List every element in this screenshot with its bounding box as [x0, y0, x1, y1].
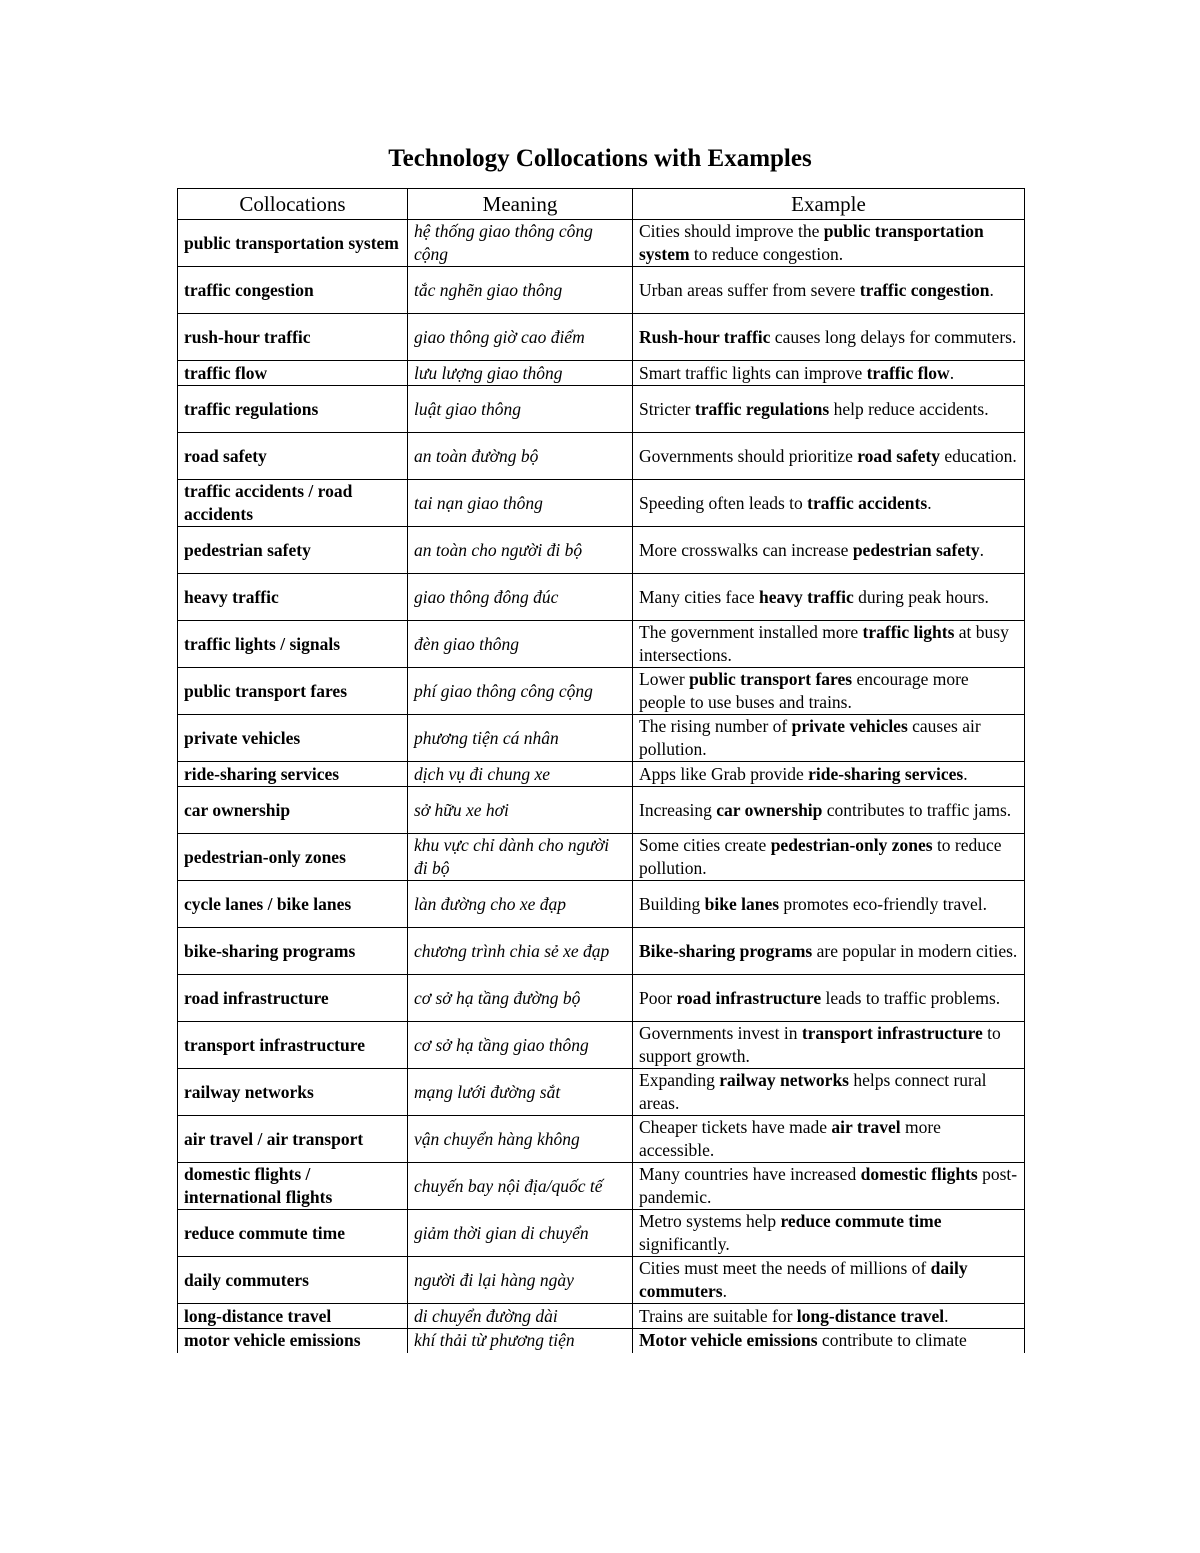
example-cell: [633, 267, 1025, 314]
meaning-cell: tắc nghẽn giao thông: [408, 267, 633, 314]
example-highlight: pedestrian safety: [852, 539, 980, 560]
table-row: [178, 621, 1025, 668]
example-text: Cities must meet the needs of millions of: [639, 1258, 931, 1278]
meaning-cell: mạng lưới đường sắt: [408, 1069, 633, 1116]
example-highlight: traffic regulations: [694, 398, 830, 419]
table-row: [178, 1069, 1025, 1116]
example-text: .: [722, 1281, 727, 1301]
collocation-cell: road infrastructure: [178, 975, 408, 1022]
example-text: to reduce pollution.: [639, 835, 1002, 878]
example-highlight: Rush-hour traffic: [639, 326, 771, 347]
example-text: are popular in modern cities.: [812, 940, 1018, 961]
table-row: [178, 433, 1025, 480]
table-row: [178, 975, 1025, 1022]
meaning-cell: vận chuyển hàng không: [408, 1116, 633, 1163]
example-text: Smart traffic lights can improve: [639, 362, 867, 383]
example-text: .: [927, 492, 932, 513]
example-text: Cities should improve the: [639, 221, 824, 241]
table-row: [178, 361, 1025, 386]
meaning-cell: phương tiện cá nhân: [408, 715, 633, 762]
example-cell: [633, 975, 1025, 1022]
header-collocations: Collocations: [178, 189, 408, 220]
example-text: Trains are suitable for: [639, 1305, 797, 1326]
collocation-cell: traffic congestion: [178, 267, 408, 314]
table-body: [178, 220, 1025, 1354]
example-cell: [633, 220, 1025, 267]
table-row: [178, 1304, 1025, 1329]
collocation-cell: road safety: [178, 433, 408, 480]
example-cell: [633, 1210, 1025, 1257]
table-row: [178, 1022, 1025, 1069]
collocation-cell: public transport fares: [178, 668, 408, 715]
meaning-cell: khu vực chỉ dành cho người đi bộ: [408, 834, 633, 881]
collocation-cell: pedestrian-only zones: [178, 834, 408, 881]
meaning-cell: cơ sở hạ tầng giao thông: [408, 1022, 633, 1069]
example-text: Increasing: [639, 799, 717, 820]
table-row: [178, 715, 1025, 762]
collocation-cell: heavy traffic: [178, 574, 408, 621]
example-text: Lower: [639, 669, 690, 689]
example-highlight: reduce commute time: [780, 1211, 942, 1231]
page-title: Technology Collocations with Examples: [388, 145, 812, 172]
example-text: Speeding often leads to: [639, 492, 808, 513]
example-text: causes air pollution.: [639, 716, 981, 759]
example-highlight: long-distance travel: [796, 1305, 945, 1326]
collocations-table: [177, 188, 1025, 1353]
collocation-cell: domestic flights / international flights: [178, 1163, 408, 1210]
collocation-cell: motor vehicle emissions: [178, 1329, 408, 1354]
table-row: [178, 1210, 1025, 1257]
example-highlight: heavy traffic: [759, 586, 854, 607]
table-row: [178, 1163, 1025, 1210]
example-highlight: traffic accidents: [807, 492, 928, 513]
example-text: Many cities face: [639, 586, 760, 607]
table-row: [178, 881, 1025, 928]
example-cell: [633, 881, 1025, 928]
meaning-cell: cơ sở hạ tầng đường bộ: [408, 975, 633, 1022]
example-text: .: [949, 362, 955, 383]
example-text: during peak hours.: [853, 586, 989, 607]
meaning-cell: lưu lượng giao thông: [408, 361, 633, 386]
collocation-cell: transport infrastructure: [178, 1022, 408, 1069]
collocation-cell: bike-sharing programs: [178, 928, 408, 975]
table-row: [178, 1329, 1025, 1354]
collocation-cell: car ownership: [178, 787, 408, 834]
example-highlight: domestic flights: [860, 1164, 978, 1184]
example-highlight: ride-sharing services: [808, 763, 964, 784]
example-cell: [633, 715, 1025, 762]
example-text: education.: [940, 445, 1017, 466]
collocation-cell: rush-hour traffic: [178, 314, 408, 361]
meaning-cell: hệ thống giao thông công cộng: [408, 220, 633, 267]
meaning-cell: chuyến bay nội địa/quốc tế: [408, 1163, 633, 1210]
meaning-cell: người đi lại hàng ngày: [408, 1257, 633, 1304]
meaning-cell: di chuyển đường dài: [408, 1304, 633, 1329]
collocation-cell: traffic flow: [178, 361, 408, 386]
example-cell: [633, 1069, 1025, 1116]
example-text: .: [989, 279, 994, 300]
example-cell: [633, 621, 1025, 668]
meaning-cell: luật giao thông: [408, 386, 633, 433]
meaning-cell: phí giao thông công cộng: [408, 668, 633, 715]
example-cell: [633, 1163, 1025, 1210]
example-cell: [633, 574, 1025, 621]
example-cell: [633, 834, 1025, 881]
example-text: .: [963, 763, 968, 784]
header-meaning: Meaning: [408, 189, 633, 220]
example-cell: [633, 668, 1025, 715]
example-highlight: Bike-sharing programs: [639, 940, 813, 961]
collocation-cell: traffic lights / signals: [178, 621, 408, 668]
example-cell: [633, 433, 1025, 480]
example-highlight: road infrastructure: [676, 987, 822, 1008]
example-text: Poor: [639, 987, 677, 1008]
example-text: promotes eco-friendly travel.: [779, 893, 988, 914]
example-text: Stricter: [639, 398, 695, 419]
table-header-row: [178, 189, 1025, 220]
header-example: Example: [633, 189, 1025, 220]
table-row: [178, 1116, 1025, 1163]
example-cell: [633, 1304, 1025, 1329]
meaning-cell: giảm thời gian di chuyển: [408, 1210, 633, 1257]
example-text: leads to traffic problems.: [821, 987, 1001, 1008]
example-highlight: public transportation system: [639, 221, 984, 264]
example-highlight: pedestrian-only zones: [770, 835, 933, 855]
example-cell: [633, 480, 1025, 527]
example-text: .: [979, 539, 985, 560]
example-text: Cheaper tickets have made: [639, 1117, 832, 1137]
collocation-cell: cycle lanes / bike lanes: [178, 881, 408, 928]
example-highlight: air travel: [831, 1117, 901, 1137]
example-text: at busy intersections.: [639, 622, 1009, 665]
example-text: causes long delays for commuters.: [770, 326, 1017, 347]
example-highlight: car ownership: [716, 799, 823, 820]
collocation-cell: pedestrian safety: [178, 527, 408, 574]
example-text: Governments should prioritize: [639, 445, 858, 466]
example-text: Expanding: [639, 1070, 720, 1090]
example-cell: [633, 314, 1025, 361]
example-cell: [633, 386, 1025, 433]
collocation-cell: railway networks: [178, 1069, 408, 1116]
example-highlight: road safety: [857, 445, 941, 466]
example-text: The government installed more: [639, 622, 863, 642]
example-cell: [633, 1329, 1025, 1354]
table-row: [178, 220, 1025, 267]
example-highlight: daily commuters: [639, 1258, 968, 1301]
example-text: helps connect rural areas.: [639, 1070, 987, 1113]
example-highlight: bike lanes: [704, 893, 780, 914]
example-cell: [633, 762, 1025, 787]
meaning-cell: an toàn cho người đi bộ: [408, 527, 633, 574]
example-text: More crosswalks can increase: [639, 539, 853, 560]
example-text: Governments invest in: [639, 1023, 802, 1043]
example-text: contribute to climate: [817, 1330, 967, 1350]
meaning-cell: giao thông giờ cao điểm: [408, 314, 633, 361]
meaning-cell: sở hữu xe hơi: [408, 787, 633, 834]
meaning-cell: giao thông đông đúc: [408, 574, 633, 621]
example-text: The rising number of: [639, 716, 792, 736]
example-cell: [633, 787, 1025, 834]
meaning-cell: chương trình chia sẻ xe đạp: [408, 928, 633, 975]
example-highlight: public transport fares: [689, 669, 853, 689]
example-highlight: Motor vehicle emissions: [639, 1330, 818, 1350]
table-row: [178, 480, 1025, 527]
table-row: [178, 787, 1025, 834]
collocation-cell: public transportation system: [178, 220, 408, 267]
table-row: [178, 668, 1025, 715]
meaning-cell: tai nạn giao thông: [408, 480, 633, 527]
collocation-cell: reduce commute time: [178, 1210, 408, 1257]
table-row: [178, 928, 1025, 975]
example-text: .: [944, 1305, 949, 1326]
meaning-cell: đèn giao thông: [408, 621, 633, 668]
collocation-cell: private vehicles: [178, 715, 408, 762]
example-text: to support growth.: [639, 1023, 1001, 1066]
example-cell: [633, 928, 1025, 975]
example-text: Many countries have increased: [639, 1164, 861, 1184]
example-text: help reduce accidents.: [829, 398, 989, 419]
example-text: post-pandemic.: [639, 1164, 1018, 1207]
table-row: [178, 834, 1025, 881]
example-cell: [633, 527, 1025, 574]
example-text: to reduce congestion.: [689, 244, 844, 264]
table-row: [178, 267, 1025, 314]
example-highlight: traffic flow: [866, 362, 950, 383]
meaning-cell: làn đường cho xe đạp: [408, 881, 633, 928]
example-text: contributes to traffic jams.: [822, 799, 1012, 820]
collocation-cell: long-distance travel: [178, 1304, 408, 1329]
example-cell: [633, 1116, 1025, 1163]
collocation-cell: daily commuters: [178, 1257, 408, 1304]
example-text: significantly.: [639, 1234, 730, 1254]
example-text: encourage more people to use buses and trains.: [639, 669, 969, 712]
example-highlight: transport infrastructure: [801, 1023, 983, 1043]
example-cell: [633, 361, 1025, 386]
example-text: Some cities create: [639, 835, 771, 855]
example-text: Metro systems help: [639, 1211, 781, 1231]
table-row: [178, 314, 1025, 361]
collocation-cell: ride-sharing services: [178, 762, 408, 787]
table-row: [178, 386, 1025, 433]
collocation-cell: traffic accidents / road accidents: [178, 480, 408, 527]
table-row: [178, 1257, 1025, 1304]
collocation-cell: traffic regulations: [178, 386, 408, 433]
example-text: Urban areas suffer from severe: [639, 279, 860, 300]
example-text: more accessible.: [639, 1117, 941, 1160]
example-text: Building: [639, 893, 705, 914]
example-text: Apps like Grab provide: [639, 763, 809, 784]
example-highlight: private vehicles: [791, 716, 908, 736]
example-highlight: railway networks: [719, 1070, 849, 1090]
table-row: [178, 762, 1025, 787]
example-cell: [633, 1022, 1025, 1069]
meaning-cell: an toàn đường bộ: [408, 433, 633, 480]
meaning-cell: khí thải từ phương tiện: [408, 1329, 633, 1354]
collocation-cell: air travel / air transport: [178, 1116, 408, 1163]
example-cell: [633, 1257, 1025, 1304]
table-row: [178, 574, 1025, 621]
table-row: [178, 527, 1025, 574]
example-highlight: traffic lights: [862, 622, 955, 642]
example-highlight: traffic congestion: [859, 279, 990, 300]
meaning-cell: dịch vụ đi chung xe: [408, 762, 633, 787]
